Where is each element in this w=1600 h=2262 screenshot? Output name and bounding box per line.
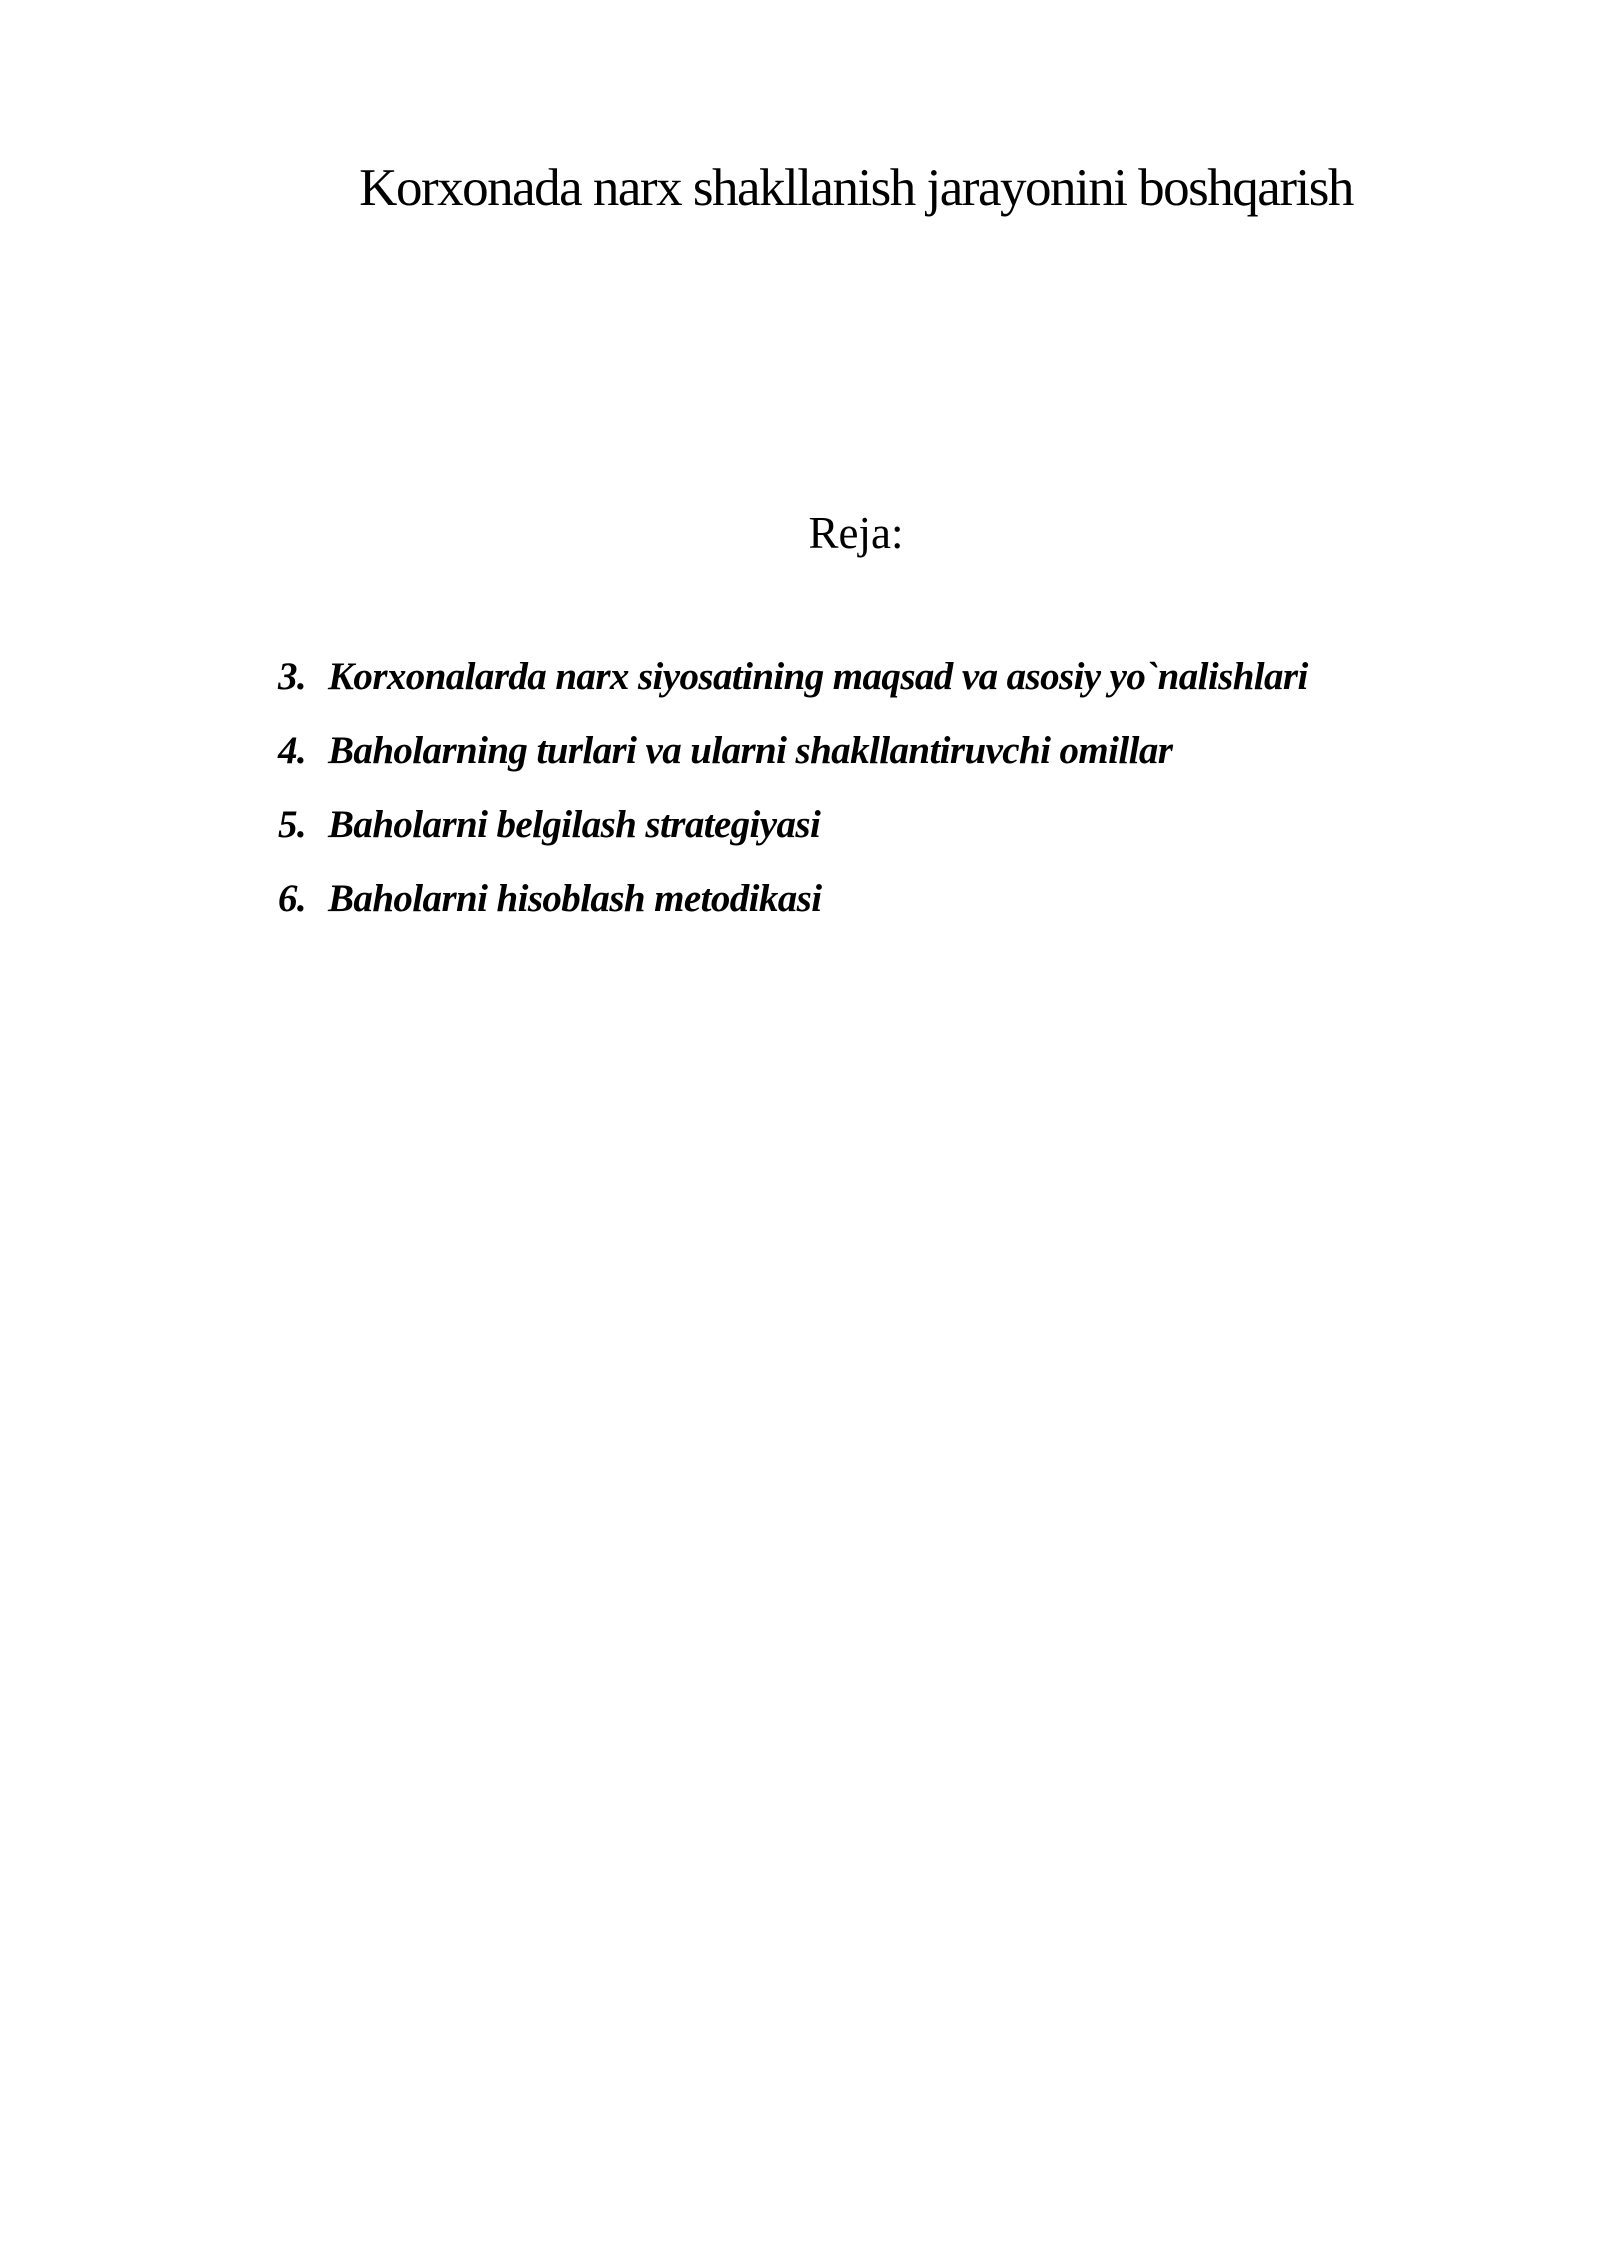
- plan-item-number: 3.: [278, 655, 307, 698]
- plan-item-text: Baholarni hisoblash metodikasi: [328, 877, 822, 920]
- plan-item-text: Baholarni belgilash strategiyasi: [328, 803, 821, 846]
- plan-list: [278, 640, 1308, 936]
- document-title: Korxonada narx shakllanish jarayonini boshqarish: [359, 159, 1353, 217]
- plan-item-number: 5.: [278, 803, 307, 846]
- plan-item-number: 4.: [278, 729, 307, 772]
- plan-item: [278, 640, 1308, 714]
- plan-item: [278, 788, 1308, 862]
- plan-item: [278, 862, 1308, 936]
- plan-item-text: Baholarning turlari va ularni shakllantiruvchi omillar: [328, 729, 1173, 772]
- plan-heading: Reja:: [808, 508, 904, 558]
- plan-item-number: 6.: [278, 877, 307, 920]
- plan-item-text: Korxonalarda narx siyosatining maqsad va asosiy yo`nalishlari: [328, 655, 1308, 698]
- plan-item: [278, 714, 1308, 788]
